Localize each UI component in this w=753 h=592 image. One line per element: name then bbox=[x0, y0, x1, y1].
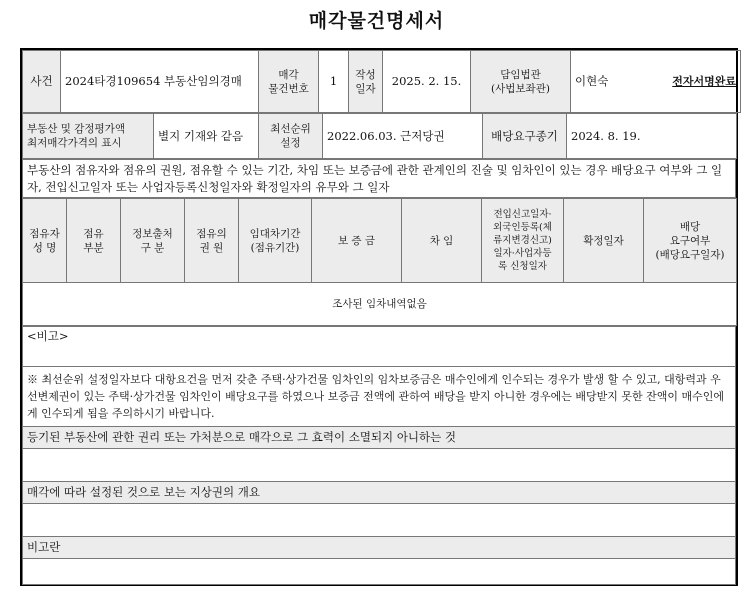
occupancy-header-row bbox=[23, 199, 737, 283]
first-lien-value: 2022.06.03. 근저당권 bbox=[323, 114, 483, 159]
judge-value: 이현숙 bbox=[575, 74, 609, 88]
remarks-label: <비고> bbox=[23, 327, 736, 367]
case-label: 사건 bbox=[23, 51, 61, 113]
col-rent: 차 임 bbox=[402, 199, 482, 283]
col-part: 점유 부분 bbox=[67, 199, 121, 283]
occupancy-description: 부동산의 점유자와 점유의 권원, 점유할 수 있는 기간, 차임 또는 보증금에 관한 관계인의 진술 및 임차인이 있는 경우 배당요구 여부와 그 일자, 전입신고일자 또는 사업자등록신청일자와 확정일자의 유무와 그 일자 bbox=[23, 160, 736, 198]
col-period: 임대차기간 (점유기간) bbox=[239, 199, 312, 283]
col-move-in-date: 전입신고일자· 외국인등록(체 류지변경신고) 일자·사업자등 록 신청일자 bbox=[482, 199, 564, 283]
date-label: 작성 일자 bbox=[349, 51, 383, 113]
item-no-value: 1 bbox=[319, 51, 349, 113]
surface-right-section-heading: 매각에 따라 설정된 것으로 보는 지상권의 개요 bbox=[23, 482, 736, 504]
col-source: 정보출처 구 분 bbox=[121, 199, 185, 283]
col-deposit: 보 증 금 bbox=[312, 199, 402, 283]
rights-section-heading: 등기된 부동산에 관한 권리 또는 가처분으로 매각으로 그 효력이 소멸되지 아니하는 것 bbox=[23, 427, 736, 449]
remarks-section-body bbox=[23, 559, 736, 585]
no-tenant-message: 조사된 임차내역없음 bbox=[23, 283, 737, 326]
first-lien-label: 최선순위 설정 bbox=[259, 114, 323, 159]
judge-cell bbox=[571, 51, 741, 113]
occupancy-table bbox=[22, 198, 737, 326]
property-table bbox=[22, 113, 737, 159]
header-table bbox=[22, 50, 741, 113]
date-value: 2025. 2. 15. bbox=[383, 51, 471, 113]
occupancy-desc-table bbox=[22, 159, 736, 198]
item-no-label: 매각 물건번호 bbox=[259, 51, 319, 113]
notice-text: ※ 최선순위 설정일자보다 대항요건을 먼저 갖춘 주택·상가건물 임차인의 임차보증금은 매수인에게 인수되는 경우가 발생 할 수 있고, 대항력과 우선변제권이 있는 주택·상가건물 임차인이 배당요구를 하였으나 보증금 전액에 관하여 배당을 받지 아니한 경우에는 배당받지 못한 잔액이 매수인에게 인수되게 됨을 주의하시기 바랍니다. bbox=[23, 367, 736, 427]
case-value: 2024타경109654 부동산임의경매 bbox=[61, 51, 259, 113]
deadline-label: 배당요구종기 bbox=[483, 114, 567, 159]
surface-right-section-body bbox=[23, 504, 736, 537]
col-fixed-date: 확정일자 bbox=[564, 199, 644, 283]
rights-section-body bbox=[23, 449, 736, 482]
deadline-value: 2024. 8. 19. bbox=[567, 114, 737, 159]
statement-frame bbox=[20, 48, 738, 586]
property-value: 별지 기재와 같음 bbox=[154, 114, 259, 159]
col-occupant: 점유자 성 명 bbox=[23, 199, 67, 283]
remarks-table bbox=[22, 326, 736, 585]
col-dividend: 배당 요구여부 (배당요구일자) bbox=[644, 199, 737, 283]
document-title: 매각물건명세서 bbox=[308, 10, 445, 32]
remarks-section-heading: 비고란 bbox=[23, 537, 736, 559]
judge-label: 담임법관 (사법보좌관) bbox=[471, 51, 571, 113]
property-label: 부동산 및 감정평가액 최저매각가격의 표시 bbox=[23, 114, 154, 159]
col-title: 점유의 권 원 bbox=[185, 199, 239, 283]
signature-stamp: 전자서명완료 bbox=[672, 75, 736, 88]
